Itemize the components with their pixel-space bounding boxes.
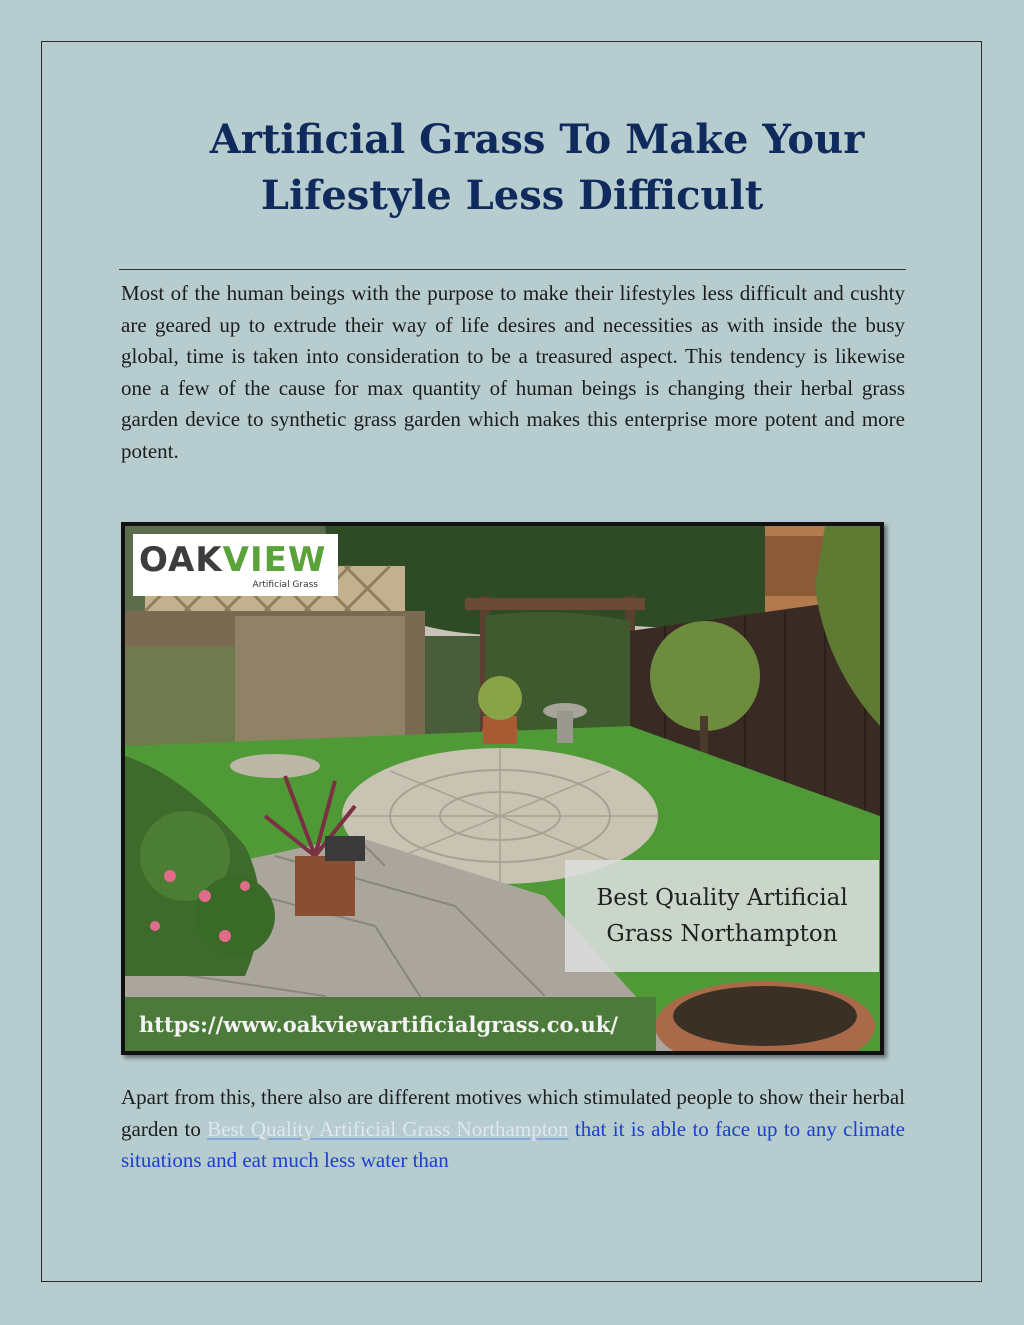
logo-word-oak: OAK — [139, 540, 223, 580]
logo-word-view: VIEW — [222, 540, 327, 580]
page-title — [0, 112, 1024, 224]
second-paragraph-start: Apart from this, there also are different motives which stimulated people to show their herbal garden to — [121, 1085, 905, 1141]
title-line-1: Artificial Grass To Make Your — [209, 116, 865, 163]
logo-subtitle: Artificial Grass — [252, 580, 318, 590]
oakview-logo — [133, 534, 338, 596]
garden-illustration — [125, 526, 880, 1051]
garden-photo — [121, 522, 884, 1055]
second-paragraph — [121, 1082, 905, 1177]
logo-wordmark — [139, 540, 326, 580]
best-quality-grass-link[interactable]: Best Quality Artificial Grass Northampton — [207, 1116, 569, 1141]
image-caption: Best Quality Artificial Grass Northampton — [565, 860, 879, 972]
image-url-banner: https://www.oakviewartificialgrass.co.uk/ — [125, 997, 656, 1051]
title-divider — [119, 269, 906, 270]
second-paragraph-end: that it is able to face up to any climate situations and eat much less water than — [121, 1116, 905, 1172]
title-line-2: Lifestyle Less Difficult — [260, 172, 764, 219]
intro-paragraph: Most of the human beings with the purpose to make their lifestyles less difficult and cushty are geared up to extrude their way of life desires and necessities as with inside the busy global, time is taken into consideration to be a treasured aspect. This tendency is likewise one a few of the cause for max quantity of human beings is changing their herbal grass garden device to synthetic grass garden which makes this enterprise more potent and more potent. — [121, 281, 905, 463]
